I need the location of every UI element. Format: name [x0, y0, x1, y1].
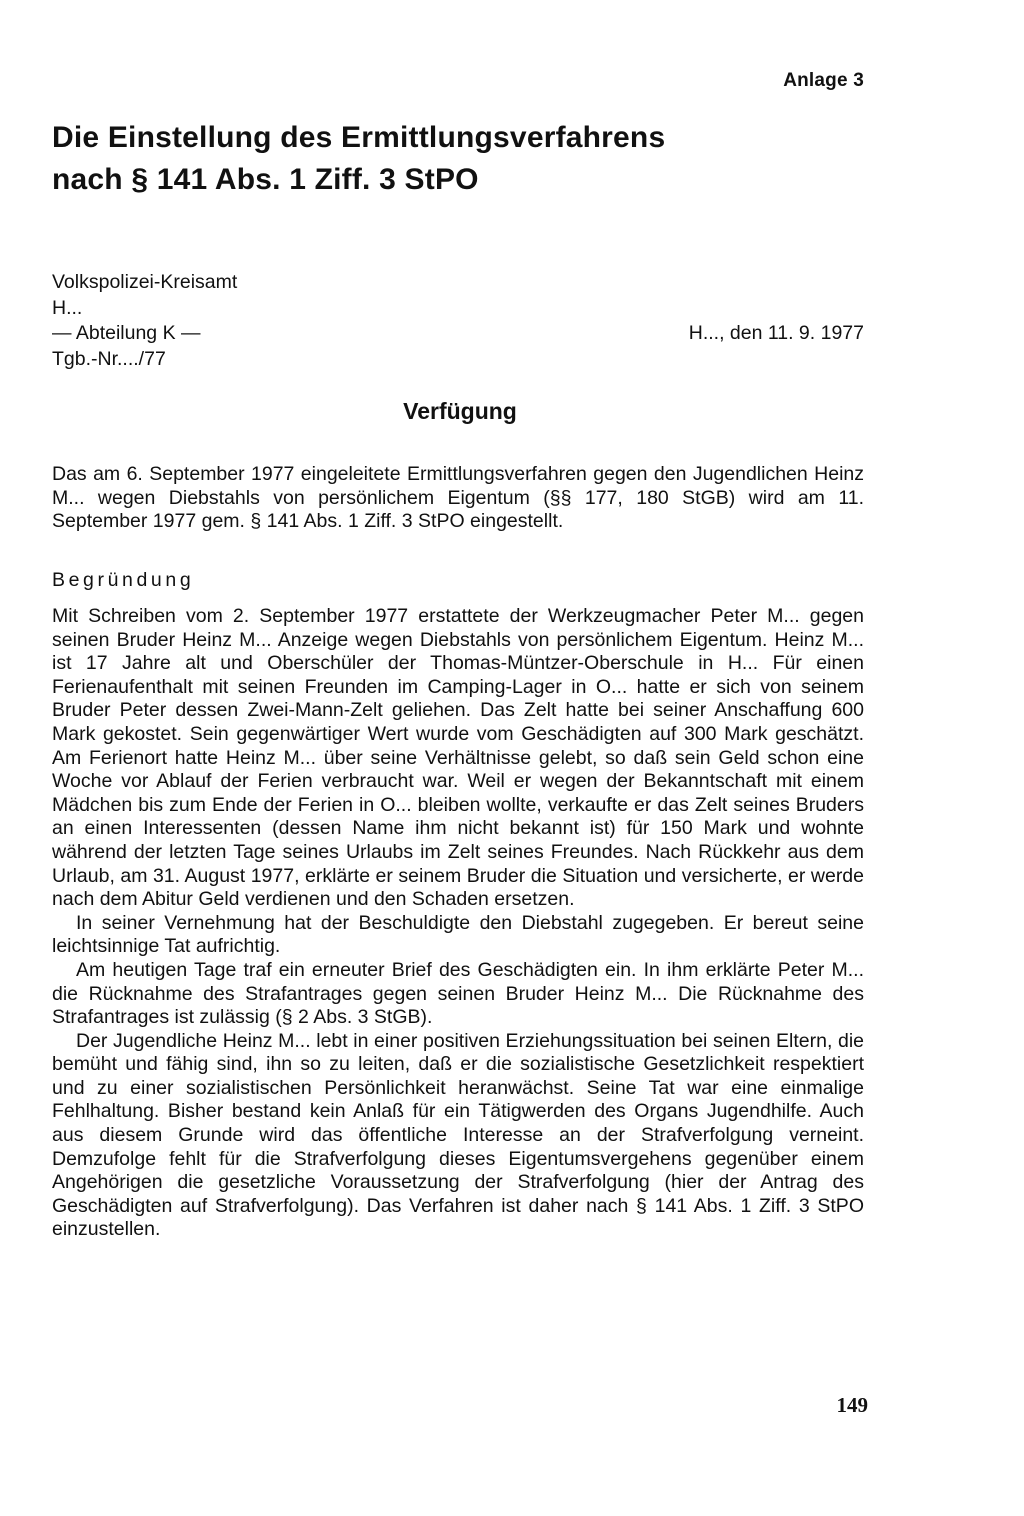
document-title	[52, 117, 665, 201]
reasoning-paragraph-3: Am heutigen Tage traf ein erneuter Brief des Geschädigten ein. In ihm erklärte Peter M... die Rücknahme des Strafantrages gegen seinen Bruder Heinz M... Die Rücknahme des Strafantrages ist zulässig (§ 2 Abs. 3 StGB).	[52, 958, 864, 1029]
reasoning-text	[52, 605, 864, 1242]
sender-department: — Abteilung K —	[52, 322, 201, 344]
page-number: 149	[836, 1393, 868, 1417]
reasoning-paragraph-1: Mit Schreiben vom 2. September 1977 erstattete der Werkzeugmacher Peter M... gegen seinen Bruder Heinz M... Anzeige wegen Diebstahls von persönlichem Eigentum. Heinz M... ist 17 Jahre alt und Oberschüler der Thomas-Müntzer-Oberschule in H... Für einen Ferienaufenthalt mit seinen Freunden im Camping-Lager in O... hatte er sich von seinem Bruder Peter dessen Zwei-Mann-Zelt geliehen. Das Zelt hatte bei seiner Anschaffung 600 Mark gekostet. Sein gegenwärtiger Wert wurde vom Geschädigten auf 300 Mark geschätzt. Am Ferienort hatte Heinz M... über seine Verhältnisse gelebt, so daß sein Geld schon eine Woche vor Ablauf der Ferien verbraucht war. Weil er wegen der Bekanntschaft mit einem Mädchen bis zum Ende der Ferien in O... bleiben wollte, verkaufte er das Zelt seines Bruders an einen Interessenten (dessen Name ihm nicht bekannt ist) für 150 Mark und wohnte während der letzten Tage seines Urlaubs im Zelt seines Freundes. Nach Rückkehr aus dem Urlaub, am 31. August 1977, erklärte er seinem Bruder die Situation und versicherte, er werde nach dem Abitur Geld verdienen und den Schaden ersetzen.	[52, 605, 864, 911]
order-heading: Verfügung	[403, 398, 517, 424]
reasoning-paragraph-2: In seiner Vernehmung hat der Beschuldigte den Diebstahl zugegeben. Er bereut seine leichtsinnige Tat aufrichtig.	[52, 911, 864, 958]
order-paragraph: Das am 6. September 1977 eingeleitete Ermittlungsverfahren gegen den Jugendlichen Heinz M... wegen Diebstahls von persönlichem Eigentum (§§ 177, 180 StGB) wird am 11. September 1977 gem. § 141 Abs. 1 Ziff. 3 StPO eingestellt.	[52, 463, 864, 533]
document-title-line-1: Die Einstellung des Ermittlungsverfahrens	[52, 121, 666, 154]
reasoning-paragraph-4: Der Jugendliche Heinz M... lebt in einer positiven Erziehungssituation bei seinen Eltern, die bemüht und fähig sind, ihn so zu leiten, daß er die sozialistische Gesetzlichkeit respektiert und zu einer sozialistischen Persönlichkeit heranwächst. Seine Tat war eine einmalige Fehlhaltung. Bisher bestand kein Anlaß für ein Tätigwerden des Organs Jugendhilfe. Auch aus diesem Grunde wird das öffentliche Interesse an der Strafverfolgung verneint. Demzufolge fehlt für die Strafverfolgung dieses Eigentumsvergehens gegenüber einem Angehörigen die gesetzliche Voraussetzung der Strafverfolgung (hier der Antrag des Geschädigten auf Strafverfolgung). Das Verfahren ist daher nach § 141 Abs. 1 Ziff. 3 StPO einzustellen.	[52, 1029, 864, 1241]
document-title-line-2: nach § 141 Abs. 1 Ziff. 3 StPO	[52, 163, 479, 196]
sender-place: H...	[52, 296, 83, 319]
sender-reference: Tgb.-Nr..../77	[52, 347, 166, 370]
sender-block	[52, 270, 237, 372]
reasoning-label: Begründung	[52, 569, 195, 591]
date-line: H..., den 11. 9. 1977	[688, 322, 864, 344]
sender-office: Volkspolizei-Kreisamt	[52, 271, 238, 293]
order-text	[52, 463, 864, 534]
annex-label: Anlage 3	[783, 70, 864, 91]
